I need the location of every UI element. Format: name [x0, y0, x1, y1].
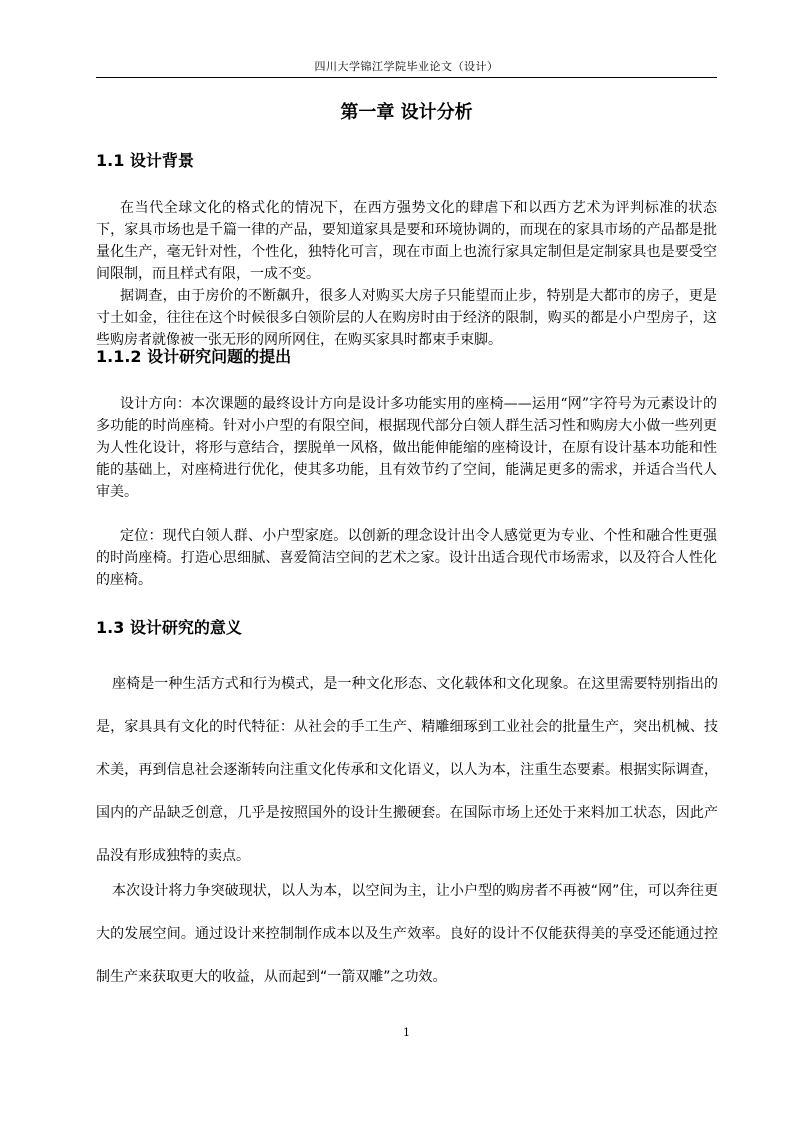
section-heading-significance: 1.3 设计研究的意义 [96, 618, 242, 637]
header-title: 四川大学锦江学院毕业论文（设计） [314, 60, 499, 73]
header-divider [96, 77, 717, 78]
paragraph: 据调查，由于房价的不断飙升，很多人对购买大房子只能望而止步，特别是大都市的房子，更是寸土如金，往往在这个时候很多白领阶层的人在购房时由于经济的限制，购买的都是小户型房子，这些购房者就像被一张无形的网所网住，在购买家具时都束手束脚。 [96, 288, 717, 348]
section-heading-research-question: 1.1.2 设计研究问题的提出 [96, 347, 292, 366]
paragraph: 在当代全球文化的格式化的情况下，在西方强势文化的肆虐下和以西方艺术为评判标准的状态下，家具市场也是千篇一律的产品，要知道家具是要和环境协调的，而现在的家具市场的产品都是批量化生产，毫无针对性，个性化，独特化可言，现在市面上也流行家具定制但是定制家具也是要受空间限制，而且样式有限，一成不变。 [96, 200, 717, 282]
section-heading-background: 1.1 设计背景 [96, 151, 194, 170]
page-number: 1 [403, 1026, 410, 1039]
paragraph: 本次设计将力争突破现状，以人为本，以空间为主，让小户型的购房者不再被“网”住，可以奔往更大的发展空间。通过设计来控制制作成本以及生产效率。良好的设计不仅能获得美的享受还能通过控制生产来获取更大的收益，从而起到“一箭双雕”之功效。 [96, 883, 718, 985]
paragraph: 定位：现代白领人群、小户型家庭。以创新的理念设计出令人感觉更为专业、个性和融合性更强的时尚座椅。打造心思细腻、喜爱简洁空间的艺术之家。设计出适合现代市场需求，以及符合人性化的座椅。 [96, 528, 717, 588]
paragraph: 座椅是一种生活方式和行为模式，是一种文化形态、文化载体和文化现象。在这里需要特别指出的是，家具具有文化的时代特征：从社会的手工生产、精雕细琢到工业社会的批量生产，突出机械、技术美，再到信息社会逐渐转向注重文化传承和文化语义，以人为本，注重生态要素。根据实际调查，国内的产品缺乏创意，几乎是按照国外的设计生搬硬套。在国际市场上还处于来料加工状态，因此产品没有形成独特的卖点。 [96, 676, 718, 864]
chapter-title: 第一章 设计分析 [340, 102, 473, 123]
paragraph: 设计方向：本次课题的最终设计方向是设计多功能实用的座椅——运用“网”字符号为元素设计的多功能的时尚座椅。针对小户型的有限空间，根据现代部分白领人群生活习性和购房大小做一些列更为人性化设计，将形与意结合，摆脱单一风格，做出能伸能缩的座椅设计，在原有设计基本功能和性能的基础上，对座椅进行优化，使其多功能，且有效节约了空间，能满足更多的需求，并适合当代人审美。 [96, 396, 717, 500]
